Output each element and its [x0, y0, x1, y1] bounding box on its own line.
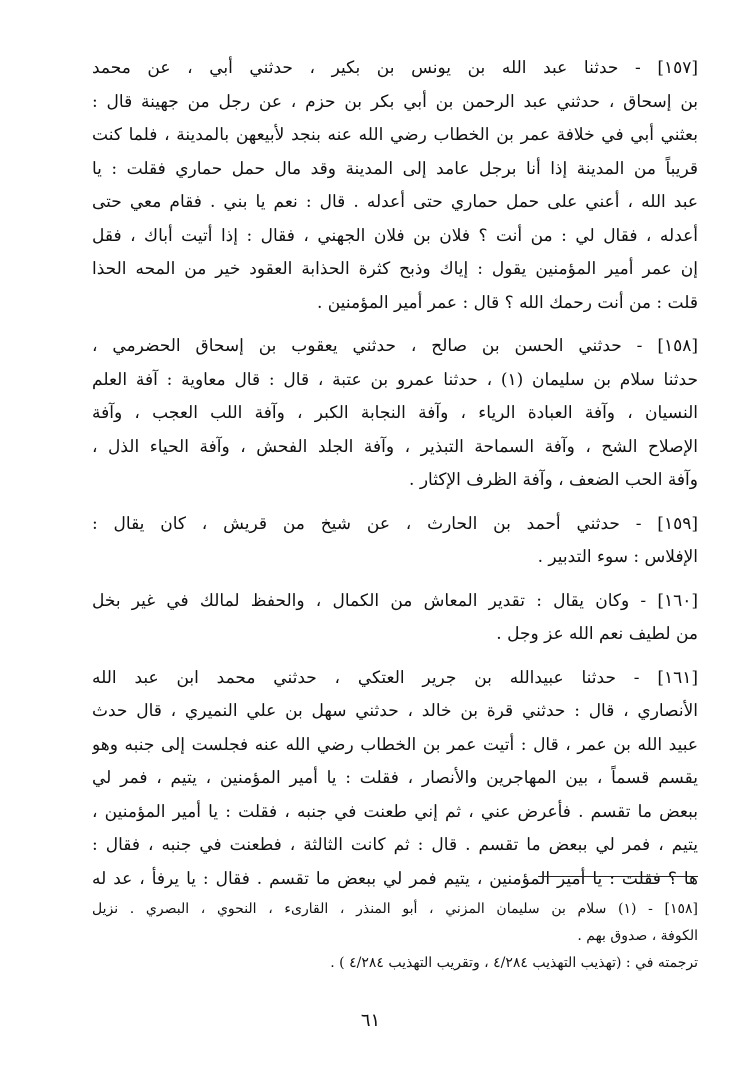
main-text	[92, 52, 698, 906]
text-line: من لطيف نعم الله عز وجل .	[496, 624, 698, 644]
text-line: إن عمر أمير المؤمنين يقول : إياك وذبح كثرة الحذابة العقود خير من المحه الحذا	[92, 259, 698, 279]
text-line: [١٦١] - حدثنا عبيدالله بن جرير العتكي ، حدثني محمد ابن عبد الله	[92, 667, 698, 688]
entry-160	[92, 585, 698, 652]
text-line: [١٥٩] - حدثني أحمد بن الحارث ، عن شيخ من قريش ، كان يقال :	[92, 513, 698, 534]
text-line: النسيان ، وآفة العبادة الرياء ، وآفة النجابة الكبر ، وآفة اللب العجب ، وآفة	[92, 403, 698, 423]
text-line: ها ؟ فقلت : يا أمير المؤمنين ، يتيم فمر لي ببعض ما تقسم . فقال : يا يرفأ ، عد له	[92, 868, 698, 889]
text-line: بعثني أبي في خلافة عمر بن الخطاب رضي الله عنه بنجد لأبيعهن بالمدينة ، فلما كنت	[92, 125, 698, 145]
entry-161	[92, 662, 698, 897]
entry-157	[92, 52, 698, 320]
page-number: ٦١	[360, 1010, 381, 1031]
entry-159	[92, 508, 698, 575]
text-line: عبد الله ، أعني على حمل حماري حتى أعدله . قال : نعم يا بني . فقام معي حتى	[92, 192, 698, 212]
footnote-line: الكوفة ، صدوق بهم .	[577, 928, 698, 944]
text-line: يقسم قسماً ، بين المهاجرين والأنصار ، فقلت : يا أمير المؤمنين ، يتيم ، فمر لي	[92, 768, 698, 788]
footnote-line: ترجمته في : (تهذيب التهذيب ٤/٢٨٤ ، وتقريب التهذيب ٤/٢٨٤ ) .	[330, 955, 698, 971]
text-line: ببعض ما تقسم . فأعرض عني ، ثم إني طعنت في جنبه ، فقلت : يا أمير المؤمنين ،	[92, 801, 698, 822]
footnote	[92, 896, 698, 977]
text-line: [١٦٠] - وكان يقال : تقدير المعاش من الكمال ، والحفظ لمالك في غير بخل	[92, 590, 698, 611]
text-line: [١٥٨] - حدثني الحسن بن صالح ، حدثني يعقوب بن إسحاق الحضرمي ،	[92, 336, 698, 356]
text-line: [١٥٧] - حدثنا عبد الله بن يونس بن بكير ، حدثني أبي ، عن محمد	[92, 58, 698, 78]
text-line: وآفة الحب الضعف ، وآفة الظرف الإكثار .	[409, 470, 698, 490]
footnote-line: [١٥٨] - (١) سلام بن سليمان المزني ، أبو المنذر ، القارىء ، النحوي ، البصري . نزيل	[92, 901, 698, 917]
entry-158	[92, 330, 698, 498]
text-line: الإفلاس : سوء التدبير .	[537, 547, 698, 567]
footnote-divider	[538, 876, 698, 877]
text-line: عبيد الله بن عمر ، قال : أتيت عمر بن الخطاب رضي الله عنه فجلست إلى جنبه وهو	[92, 734, 698, 755]
text-line: بن إسحاق ، حدثني عبد الرحمن بن أبي بكر بن حزم ، عن رجل من جهينة قال :	[92, 91, 698, 112]
text-line: يتيم ، فمر لي ببعض ما تقسم . قال : ثم كانت الثالثة ، فطعنت في جنبه ، فقال :	[92, 835, 698, 855]
text-line: قريباً من المدينة إذا أنا برجل عامد إلى المدينة وقد مال حمل حماري فقلت : يا	[92, 158, 698, 179]
text-line: قلت : من أنت رحمك الله ؟ قال : عمر أمير المؤمنين .	[316, 292, 698, 313]
text-line: أعدله ، فقال لي : من أنت ؟ فلان بن فلان الجهني ، فقال : إذا أتيت أباك ، فقل	[92, 225, 698, 246]
text-line: الإصلاح الشح ، وآفة السماحة التبذير ، وآفة الجلد الفحش ، وآفة الحياء الذل ،	[92, 436, 698, 457]
text-line: الأنصاري ، قال : حدثني قرة بن خالد ، حدثني سهل بن علي النميري ، قال حدث	[92, 701, 698, 721]
text-line: حدثنا سلام بن سليمان (١) ، حدثنا عمرو بن عتبة ، قال : قال معاوية : آفة العلم	[92, 369, 698, 390]
